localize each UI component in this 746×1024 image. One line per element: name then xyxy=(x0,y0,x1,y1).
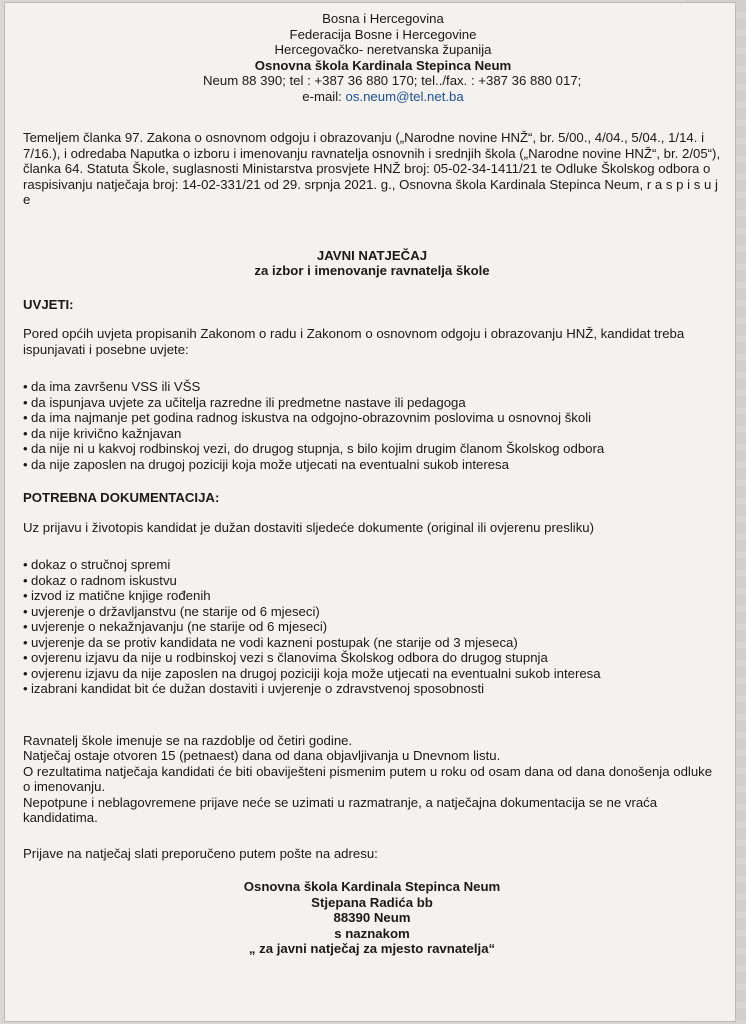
address-note-label: s naznakom xyxy=(334,925,410,941)
condition-item: • da ima najmanje pet godina radnog iskustva na odgojno-obrazovnim poslovima u osnovnoj školi xyxy=(23,410,721,426)
header-school-name: Osnovna škola Kardinala Stepinca Neum xyxy=(254,57,512,73)
school-header xyxy=(203,11,582,104)
document-item: • uvjerenje da se protiv kandidata ne vodi kazneni postupak (ne starije od 3 mjeseca) xyxy=(23,635,721,651)
header-contact: Neum 88 390; tel : +387 36 880 170; tel../fax. : +387 36 880 017; xyxy=(203,73,582,88)
header-country: Bosna i Hercegovina xyxy=(322,11,444,26)
address-street: Stjepana Radića bb xyxy=(311,894,433,910)
closing-term: Ravnatelj škole imenuje se na razdoblje od četiri godine. xyxy=(23,732,353,748)
document-item: • izvod iz matične knjige rođenih xyxy=(23,588,721,604)
document-item: • izabrani kandidat bit će dužan dostaviti i uvjerenje o zdravstvenoj sposobnosti xyxy=(23,681,721,697)
header-canton: Hercegovačko- neretvanska županija xyxy=(274,42,492,57)
condition-item: • da nije krivično kažnjavan xyxy=(23,426,721,442)
header-email-line xyxy=(203,89,563,105)
address-school: Osnovna škola Kardinala Stepinca Neum xyxy=(243,879,501,894)
notice-title-sub: za izbor i imenovanje ravnatelja škole xyxy=(254,263,490,278)
mailing-address xyxy=(23,879,721,957)
email-link[interactable]: os.neum@tel.net.ba xyxy=(345,88,464,104)
documentation-list xyxy=(23,557,721,697)
closing-incomplete: Nepotpune i neblagovremene prijave neće se uzimati u razmatranje, a natječajna dokumentacija se ne vraća kandidatima. xyxy=(23,794,658,825)
document-item: • dokaz o stručnoj spremi xyxy=(23,557,721,573)
document-item: • uvjerenje o državljanstvu (ne starije od 6 mjeseci) xyxy=(23,604,721,620)
closing-open-period: Natječaj ostaje otvoren 15 (petnaest) dana od dana objavljivanja u Dnevnom listu. xyxy=(23,748,501,763)
header-federation: Federacija Bosne i Hercegovine xyxy=(289,26,477,42)
notice-title xyxy=(23,248,721,279)
document-item: • ovjerenu izjavu da nije u rodbinskoj vezi s članovima Školskog odbora do drugog stupnja xyxy=(23,650,721,666)
document-item: • ovjerenu izjavu da nije zaposlen na drugoj poziciji koja može utjecati na eventualni sukob interesa xyxy=(23,666,721,682)
intro-paragraph: Temeljem članka 97. Zakona o osnovnom odgoju i obrazovanju („Narodne novine HNŽ“, br. 5/00., 4/04., 5/04., 1/14. i 7/16.), i odredaba Naputka o izboru i imenovanju ravnatelja osnovnih i srednjih škola („Narodne novine HNŽ“, br. 2/05“), članka 64. Statuta Škole, suglasnosti Ministarstva prosvjete HNŽ broj: 05-02-34-1411/21 te Odluke Školskog odbora o raspisivanju natječaja broj: 14-02-331/21 od 29. srpnja 2021. g., Osnovna škola Kardinala Stepinca Neum, r a s p i s u j e xyxy=(23,130,721,207)
document-item: • uvjerenje o nekažnjavanju (ne starije od 6 mjeseci) xyxy=(23,619,721,635)
documentation-intro: Uz prijavu i životopis kandidat je dužan dostaviti sljedeće dokumente (original ili ovjerenu presliku) xyxy=(23,519,595,535)
closing-results: O rezultatima natječaja kandidati će biti obaviješteni pismenim putem u roku od osam dana od dana donošenja odluke o imenovanju. xyxy=(23,763,713,794)
condition-item: • da nije ni u kakvoj rodbinskoj vezi, do drugog stupnja, s bilo kojim drugim članom Školskog odbora xyxy=(23,441,721,457)
closing-block xyxy=(23,733,721,826)
condition-item: • da nije zaposlen na drugoj poziciji koja može utjecati na eventualni sukob interesa xyxy=(23,457,721,473)
conditions-list xyxy=(23,379,721,472)
job-notice xyxy=(4,2,736,1022)
conditions-intro: Pored općih uvjeta propisanih Zakonom o radu i Zakonom o osnovnom odgoju i obrazovanju HNŽ, kandidat treba ispunjavati i posebne uvjete: xyxy=(23,326,685,357)
email-label: e-mail: xyxy=(302,88,346,104)
condition-item: • da ima završenu VSS ili VŠS xyxy=(23,379,721,395)
conditions-heading: UVJETI: xyxy=(23,296,74,312)
documentation-heading: POTREBNA DOKUMENTACIJA: xyxy=(23,490,220,505)
document-item: • dokaz o radnom iskustvu xyxy=(23,573,721,589)
address-city: 88390 Neum xyxy=(333,910,411,925)
notice-title-main: JAVNI NATJEČAJ xyxy=(316,247,428,263)
send-instruction: Prijave na natječaj slati preporučeno putem pošte na adresu: xyxy=(23,845,378,861)
address-note: „ za javni natječaj za mjesto ravnatelja“ xyxy=(248,941,496,956)
condition-item: • da ispunjava uvjete za učitelja razredne ili predmetne nastave ili pedagoga xyxy=(23,395,721,411)
